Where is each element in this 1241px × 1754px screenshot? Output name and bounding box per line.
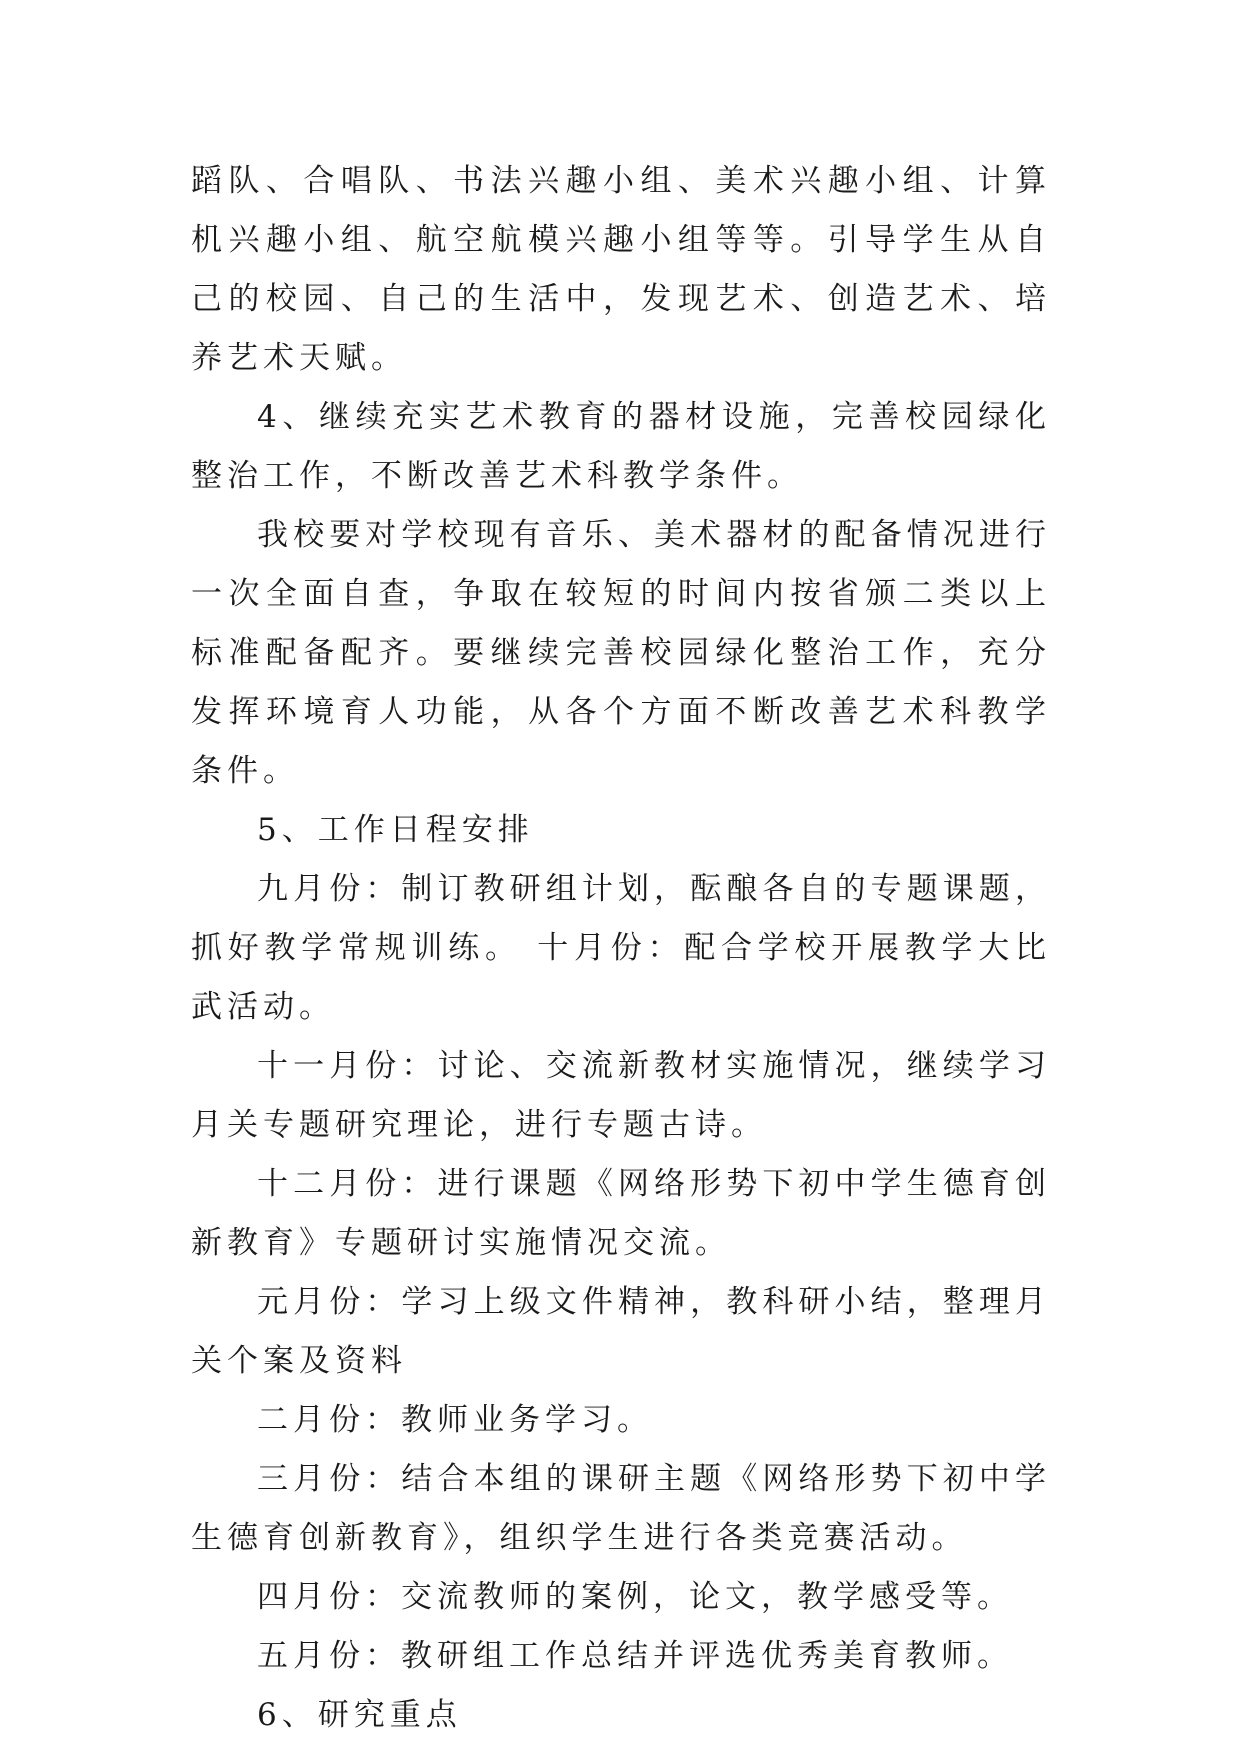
paragraph-equipment-check: 我校要对学校现有音乐、美术器材的配备情况进行一次全面自查，争取在较短的时间内按省颁二类以上标准配备配齐。要继续完善校园绿化整治工作，充分发挥环境育人功能，从各个方面不断改善艺术科教学条件。	[191, 517, 1051, 789]
paragraph-september: 九月份：制订教研组计划，酝酿各自的专题课题，抓好教学常规训练。 十月份：配合学校开展教学大比武活动。	[191, 871, 1051, 1025]
paragraph-interest-groups: 蹈队、合唱队、书法兴趣小组、美术兴趣小组、计算机兴趣小组、航空航模兴趣小组等等。引导学生从自己的校园、自己的生活中，发现艺术、创造艺术、培养艺术天赋。	[191, 163, 1051, 376]
paragraph-item-6-heading: 6、研究重点	[257, 1697, 462, 1733]
paragraph-item-5-heading: 5、工作日程安排	[257, 812, 534, 848]
paragraph-november: 十一月份：讨论、交流新教材实施情况，继续学习月关专题研究理论，进行专题古诗。	[191, 1048, 1051, 1143]
document-body	[191, 152, 1051, 1745]
paragraph-january: 元月份：学习上级文件精神，教科研小结，整理月关个案及资料	[191, 1284, 1051, 1379]
paragraph-december: 十二月份：进行课题《网络形势下初中学生德育创新教育》专题研讨实施情况交流。	[191, 1166, 1051, 1261]
paragraph-april: 四月份：交流教师的案例，论文，教学感受等。	[257, 1579, 1013, 1615]
paragraph-item-4-heading: 4、继续充实艺术教育的器材设施，完善校园绿化整治工作，不断改善艺术科教学条件。	[191, 399, 1051, 494]
paragraph-march: 三月份：结合本组的课研主题《网络形势下初中学生德育创新教育》，组织学生进行各类竞赛活动。	[191, 1461, 1051, 1556]
paragraph-may: 五月份：教研组工作总结并评选优秀美育教师。	[257, 1638, 1013, 1674]
paragraph-february: 二月份：教师业务学习。	[257, 1402, 653, 1438]
